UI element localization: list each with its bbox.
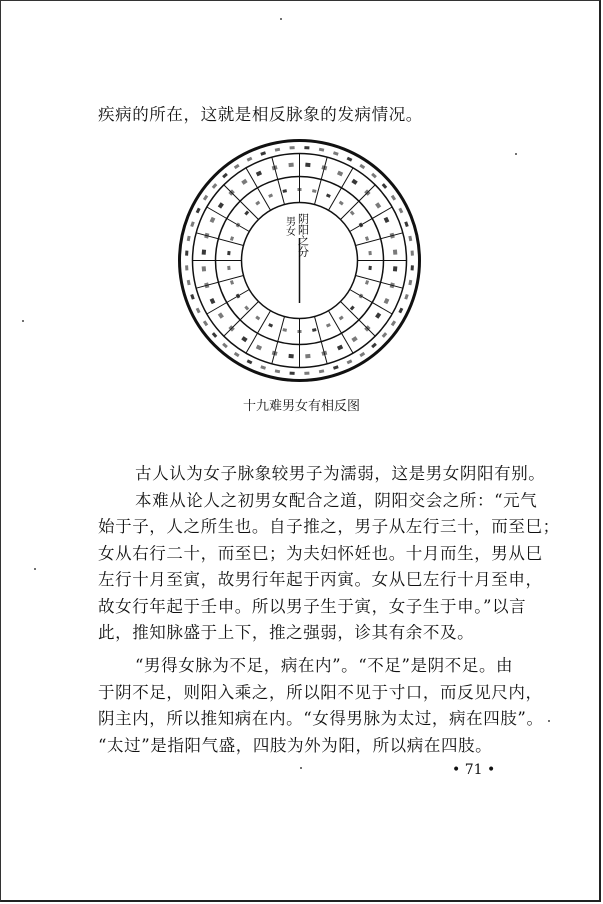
diagram-glyph-mark	[347, 157, 353, 162]
diagram-glyph-mark	[305, 163, 310, 167]
diagram-glyph-mark	[247, 359, 253, 364]
diagram-glyph-mark	[393, 266, 397, 271]
diagram-glyph-mark	[212, 332, 218, 338]
diagram-glyph-mark	[390, 282, 395, 288]
paragraph-line-2: 本难从论人之初男女配合之道，阴阳交会之所：“元气	[135, 491, 538, 510]
diagram-glyph-mark	[187, 236, 191, 241]
diagram-glyph-mark	[404, 294, 408, 300]
diagram-glyph-mark	[222, 343, 228, 349]
figure-caption: 十九难男女有相反图	[242, 399, 360, 414]
paragraph-line-4: 女从右行二十，而至巳；为夫妇怀妊也。十月而生，男从巳	[98, 544, 543, 563]
diagram-glyph-mark	[244, 211, 249, 216]
diagram-glyph-mark	[210, 298, 216, 304]
diagram-glyph-mark	[337, 345, 343, 351]
diagram-glyph-mark	[337, 171, 343, 177]
diagram-glyph-mark	[359, 164, 365, 169]
paragraph-line-1: 古人认为女子脉象较男子为濡弱，这是男女阴阳有别。	[135, 464, 546, 483]
diagram-glyph-mark	[241, 336, 247, 342]
diagram-glyph-mark	[256, 171, 262, 177]
page-number: • 71 •	[452, 762, 496, 778]
diagram-glyph-mark	[230, 280, 234, 285]
top-text: 疾病的所在，这就是相反脉象的发病情况。	[98, 105, 423, 124]
scan-speck	[300, 767, 302, 769]
diagram-glyph-mark	[275, 369, 280, 373]
diagram-center-text: 阴阳之分	[296, 213, 310, 257]
diagram-glyph-mark	[398, 208, 403, 214]
diagram-glyph-mark	[393, 249, 397, 254]
diagram-glyph-mark	[190, 294, 194, 300]
diagram-glyph-mark	[222, 173, 228, 179]
diagram-glyph-mark	[347, 359, 353, 364]
diagram-glyph-mark	[230, 236, 234, 241]
diagram-glyph-mark	[391, 320, 396, 326]
diagram-glyph-mark	[202, 249, 206, 254]
diagram-glyph-mark	[304, 372, 309, 375]
diagram-glyph-mark	[359, 223, 364, 228]
diagram-glyph-mark	[398, 308, 403, 314]
diagram-glyph-mark	[382, 183, 388, 189]
diagram-glyph-mark	[218, 312, 224, 318]
diagram-glyph-mark	[371, 343, 377, 349]
diagram-glyph-mark	[339, 316, 344, 321]
diagram-glyph-mark	[268, 323, 273, 327]
diagram-glyph-mark	[365, 236, 369, 241]
diagram-glyph-mark	[319, 369, 324, 373]
scan-speck	[22, 320, 24, 322]
scan-speck	[34, 568, 36, 570]
diagram-glyph-mark	[260, 151, 266, 155]
diagram-glyph-mark	[234, 352, 240, 357]
diagram-glyph-mark	[234, 164, 240, 169]
diagram-glyph-mark	[255, 201, 260, 206]
diagram-glyph-mark	[391, 195, 396, 201]
diagram-glyph-mark	[275, 148, 280, 152]
paragraph-line-7: 此，推知脉盛于上下，推之强弱，诊其有余不及。	[98, 623, 475, 642]
diagram-glyph-mark	[359, 352, 365, 357]
diagram-glyph-mark	[411, 265, 414, 270]
diagram-glyph-mark	[212, 183, 218, 189]
diagram-glyph-mark	[326, 193, 331, 197]
diagram-center-text-2: 男女	[283, 216, 295, 236]
diagram-glyph-mark	[204, 282, 209, 288]
diagram-glyph-mark	[351, 179, 357, 185]
diagram-glyph-mark	[288, 354, 293, 358]
diagram-glyph-mark	[282, 189, 287, 193]
diagram-glyph-mark	[204, 233, 209, 239]
diagram-glyph-mark	[350, 211, 355, 216]
diagram-glyph-mark	[210, 217, 216, 223]
diagram-glyph-mark	[321, 351, 327, 356]
diagram-glyph-mark	[382, 332, 388, 338]
diagram-glyph-mark	[339, 201, 344, 206]
diagram-glyph-mark	[272, 165, 278, 170]
diagram-glyph-mark	[333, 365, 339, 369]
diagram-glyph-mark	[359, 294, 364, 299]
diagram-glyph-mark	[256, 345, 262, 351]
diagram-glyph-mark	[236, 294, 241, 299]
diagram-glyph-mark	[196, 208, 201, 214]
diagram-glyph-mark	[255, 316, 260, 321]
diagram-glyph-mark	[227, 251, 230, 255]
diagram-glyph-mark	[203, 195, 208, 201]
paragraph-line-9: 于阴不足，则阳入乘之，所以阳不见于寸口，而反见尺内，	[98, 683, 543, 702]
diagram-glyph-mark	[241, 179, 247, 185]
diagram-glyph-mark	[187, 280, 191, 285]
diagram-glyph-mark	[260, 365, 266, 369]
paragraph-line-10: 阴主内，所以推知病在内。“女得男脉为太过，病在四肢”。	[98, 709, 544, 728]
diagram-glyph-mark	[390, 233, 395, 239]
diagram-glyph-mark	[288, 163, 293, 167]
paragraph-line-8: “男得女脉为不足，病在内”。“不足”是阴不足。由	[135, 656, 514, 675]
diagram-glyph-mark	[408, 280, 412, 285]
diagram-glyph-mark	[190, 221, 194, 227]
diagram-glyph-mark	[365, 280, 369, 285]
diagram-glyph-mark	[202, 266, 206, 271]
diagram-glyph-mark	[305, 354, 310, 358]
diagram-glyph-mark	[384, 217, 390, 223]
diagram-glyph-mark	[272, 351, 278, 356]
diagram-glyph-mark	[227, 266, 230, 270]
diagram-glyph-mark	[321, 165, 327, 170]
diagram-glyph-mark	[298, 330, 302, 333]
male-female-opposite-diagram	[177, 138, 422, 383]
diagram-glyph-mark	[185, 265, 188, 270]
paragraph-line-11: “太过”是指阳气盛，四肢为外为阳，所以病在四肢。	[98, 736, 493, 755]
scan-speck	[280, 18, 282, 20]
paragraph-line-5: 左行十月至寅，故男行年起于丙寅。女从巳左行十月至申，	[98, 570, 543, 589]
diagram-glyph-mark	[304, 146, 309, 149]
diagram-glyph-mark	[351, 336, 357, 342]
scan-speck	[548, 720, 550, 722]
diagram-glyph-mark	[218, 202, 224, 208]
diagram-glyph-mark	[333, 151, 339, 155]
diagram-glyph-mark	[411, 251, 414, 256]
diagram-glyph-mark	[268, 193, 273, 197]
diagram-glyph-mark	[244, 306, 249, 311]
diagram-glyph-mark	[298, 188, 302, 191]
diagram-glyph-mark	[319, 148, 324, 152]
diagram-glyph-mark	[196, 308, 201, 314]
diagram-glyph-mark	[408, 236, 412, 241]
diagram-glyph-mark	[236, 223, 241, 228]
diagram-glyph-mark	[368, 251, 371, 255]
paragraph-line-6: 故女行年起于壬申。所以男子生于寅，女子生于申。”以言	[98, 597, 527, 616]
paragraph-line-3: 始于子，人之所生也。自子推之，男子从左行三十，而至巳；	[98, 517, 560, 536]
diagram-glyph-mark	[326, 323, 331, 327]
diagram-glyph-mark	[185, 251, 188, 256]
diagram-glyph-mark	[404, 221, 408, 227]
diagram-glyph-mark	[384, 298, 390, 304]
diagram-glyph-mark	[312, 328, 317, 332]
diagram-glyph-mark	[375, 312, 381, 318]
diagram-glyph-mark	[290, 146, 295, 149]
diagram-glyph-mark	[290, 372, 295, 375]
diagram-glyph-mark	[203, 320, 208, 326]
diagram-glyph-mark	[368, 266, 371, 270]
diagram-glyph-mark	[282, 328, 287, 332]
diagram-glyph-mark	[350, 306, 355, 311]
diagram-glyph-mark	[312, 189, 317, 193]
diagram-glyph-mark	[247, 157, 253, 162]
diagram-glyph-mark	[371, 173, 377, 179]
scan-speck	[515, 153, 517, 155]
diagram-glyph-mark	[375, 202, 381, 208]
